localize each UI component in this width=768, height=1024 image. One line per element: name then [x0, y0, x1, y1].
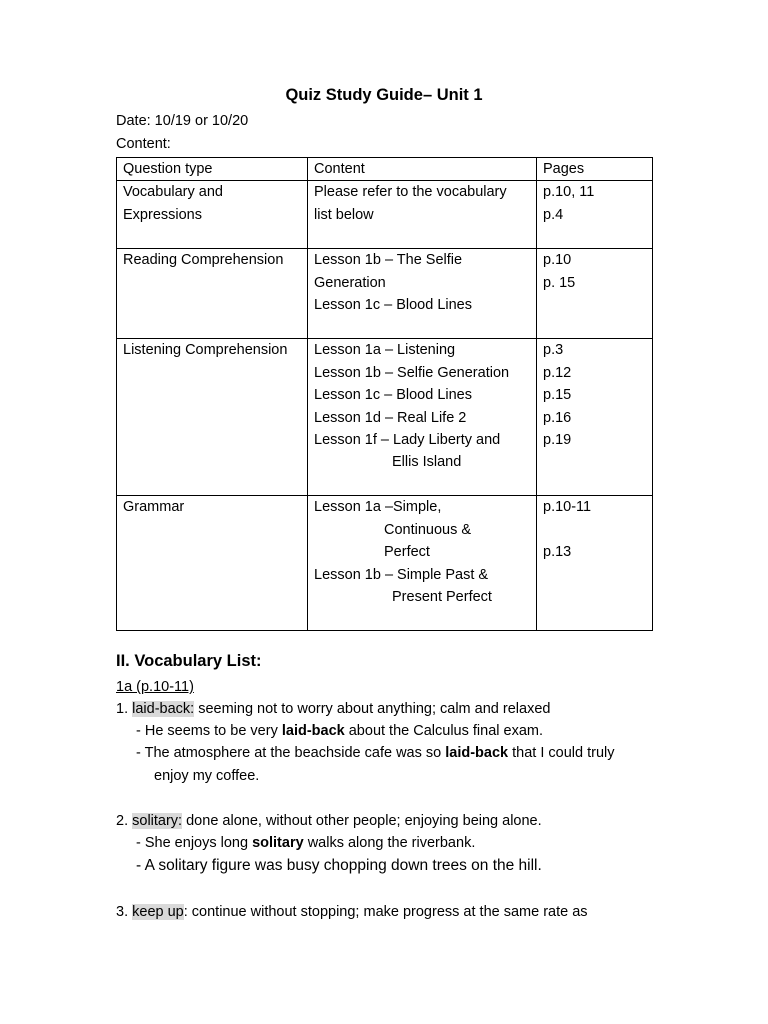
- vocab-example: [116, 832, 475, 854]
- section-label: 1a (p.10-11): [116, 679, 194, 695]
- vocab-item-definition: [116, 698, 550, 720]
- cell-line: list below: [314, 206, 374, 223]
- cell-line: p.13: [543, 544, 572, 561]
- item-number: 2.: [116, 813, 133, 829]
- pages-cell: [537, 249, 653, 339]
- cell-line: p.19: [543, 432, 572, 449]
- example-bold-term: laid-back: [445, 745, 509, 761]
- vocab-example: [116, 742, 615, 764]
- cell-line: Lesson 1b – The Selfie: [314, 252, 463, 269]
- vocab-item-definition: [116, 810, 542, 832]
- cell-line: p.3: [543, 342, 564, 359]
- content-cell: [308, 339, 537, 496]
- cell-line: Reading Comprehension: [123, 252, 284, 269]
- cell-line: Lesson 1a – Listening: [314, 342, 456, 359]
- page-title: Quiz Study Guide– Unit 1: [285, 86, 483, 104]
- vocabulary-heading: II. Vocabulary List:: [116, 652, 262, 670]
- item-number: 3.: [116, 904, 133, 920]
- cell-line: Expressions: [123, 206, 202, 223]
- cell-line: Perfect: [384, 544, 430, 561]
- cell-line: Lesson 1c – Blood Lines: [314, 297, 472, 314]
- question-type-cell: [117, 496, 308, 631]
- cell-line: Grammar: [123, 499, 185, 516]
- table-row: [117, 496, 653, 631]
- study-guide-table: [116, 157, 653, 631]
- date-line: Date: 10/19 or 10/20: [116, 113, 249, 129]
- question-type-cell: [117, 249, 308, 339]
- vocab-example-continued: enjoy my coffee.: [154, 768, 260, 784]
- table-row: [117, 339, 653, 496]
- example-bold-term: solitary: [252, 835, 304, 851]
- example-bold-term: laid-back: [281, 723, 345, 739]
- cell-line: Lesson 1a –Simple,: [314, 499, 442, 516]
- table-row: [117, 181, 653, 249]
- cell-line: Generation: [314, 274, 386, 291]
- cell-line: p.10: [543, 252, 572, 269]
- cell-line: Listening Comprehension: [123, 342, 288, 359]
- header-pages: Pages: [537, 158, 653, 181]
- example-text: about the Calculus final exam.: [344, 723, 543, 739]
- example-text: - The atmosphere at the beachside cafe was so: [136, 745, 446, 761]
- example-text: walks along the riverbank.: [303, 835, 476, 851]
- cell-line: Lesson 1c – Blood Lines: [314, 387, 472, 404]
- pages-cell: [537, 496, 653, 631]
- item-number: 1.: [116, 701, 133, 717]
- cell-line: Continuous &: [384, 521, 472, 538]
- table-header-row: [117, 158, 653, 181]
- cell-line: Lesson 1b – Simple Past &: [314, 566, 489, 583]
- cell-line: p.12: [543, 364, 572, 381]
- pages-cell: [537, 339, 653, 496]
- vocab-definition: done alone, without other people; enjoying being alone.: [182, 813, 542, 829]
- cell-line: Please refer to the vocabulary: [314, 184, 507, 201]
- example-text: that I could truly: [508, 745, 615, 761]
- vocab-example: - A solitary figure was busy chopping down trees on the hill.: [136, 857, 542, 874]
- vocab-definition: seeming not to worry about anything; calm and relaxed: [194, 701, 551, 717]
- example-text: - He seems to be very: [136, 723, 282, 739]
- cell-line: p.10, 11: [543, 184, 595, 201]
- question-type-cell: [117, 181, 308, 249]
- vocab-example: [116, 720, 543, 742]
- cell-line: Present Perfect: [392, 589, 492, 606]
- content-cell: [308, 181, 537, 249]
- cell-line: p. 15: [543, 274, 576, 291]
- vocab-term: keep up: [132, 904, 184, 920]
- cell-line: p.16: [543, 409, 572, 426]
- cell-line: Lesson 1f – Lady Liberty and: [314, 432, 501, 449]
- vocab-term: solitary:: [132, 813, 183, 829]
- table-row: [117, 249, 653, 339]
- header-question-type: Question type: [117, 158, 308, 181]
- content-cell: [308, 496, 537, 631]
- cell-line: Ellis Island: [392, 454, 462, 471]
- cell-line: p.4: [543, 206, 564, 223]
- example-text: - She enjoys long: [136, 835, 253, 851]
- vocab-item-definition: [116, 901, 588, 923]
- header-content: Content: [308, 158, 537, 181]
- content-cell: [308, 249, 537, 339]
- pages-cell: [537, 181, 653, 249]
- content-label: Content:: [116, 136, 171, 152]
- cell-line: Lesson 1b – Selfie Generation: [314, 364, 510, 381]
- vocab-term: laid-back:: [132, 701, 195, 717]
- cell-line: p.15: [543, 387, 572, 404]
- cell-line: [543, 519, 646, 541]
- vocab-definition: : continue without stopping; make progress at the same rate as: [183, 904, 588, 920]
- cell-line: Lesson 1d – Real Life 2: [314, 409, 467, 426]
- question-type-cell: [117, 339, 308, 496]
- cell-line: Vocabulary and: [123, 184, 223, 201]
- cell-line: p.10-11: [543, 499, 592, 516]
